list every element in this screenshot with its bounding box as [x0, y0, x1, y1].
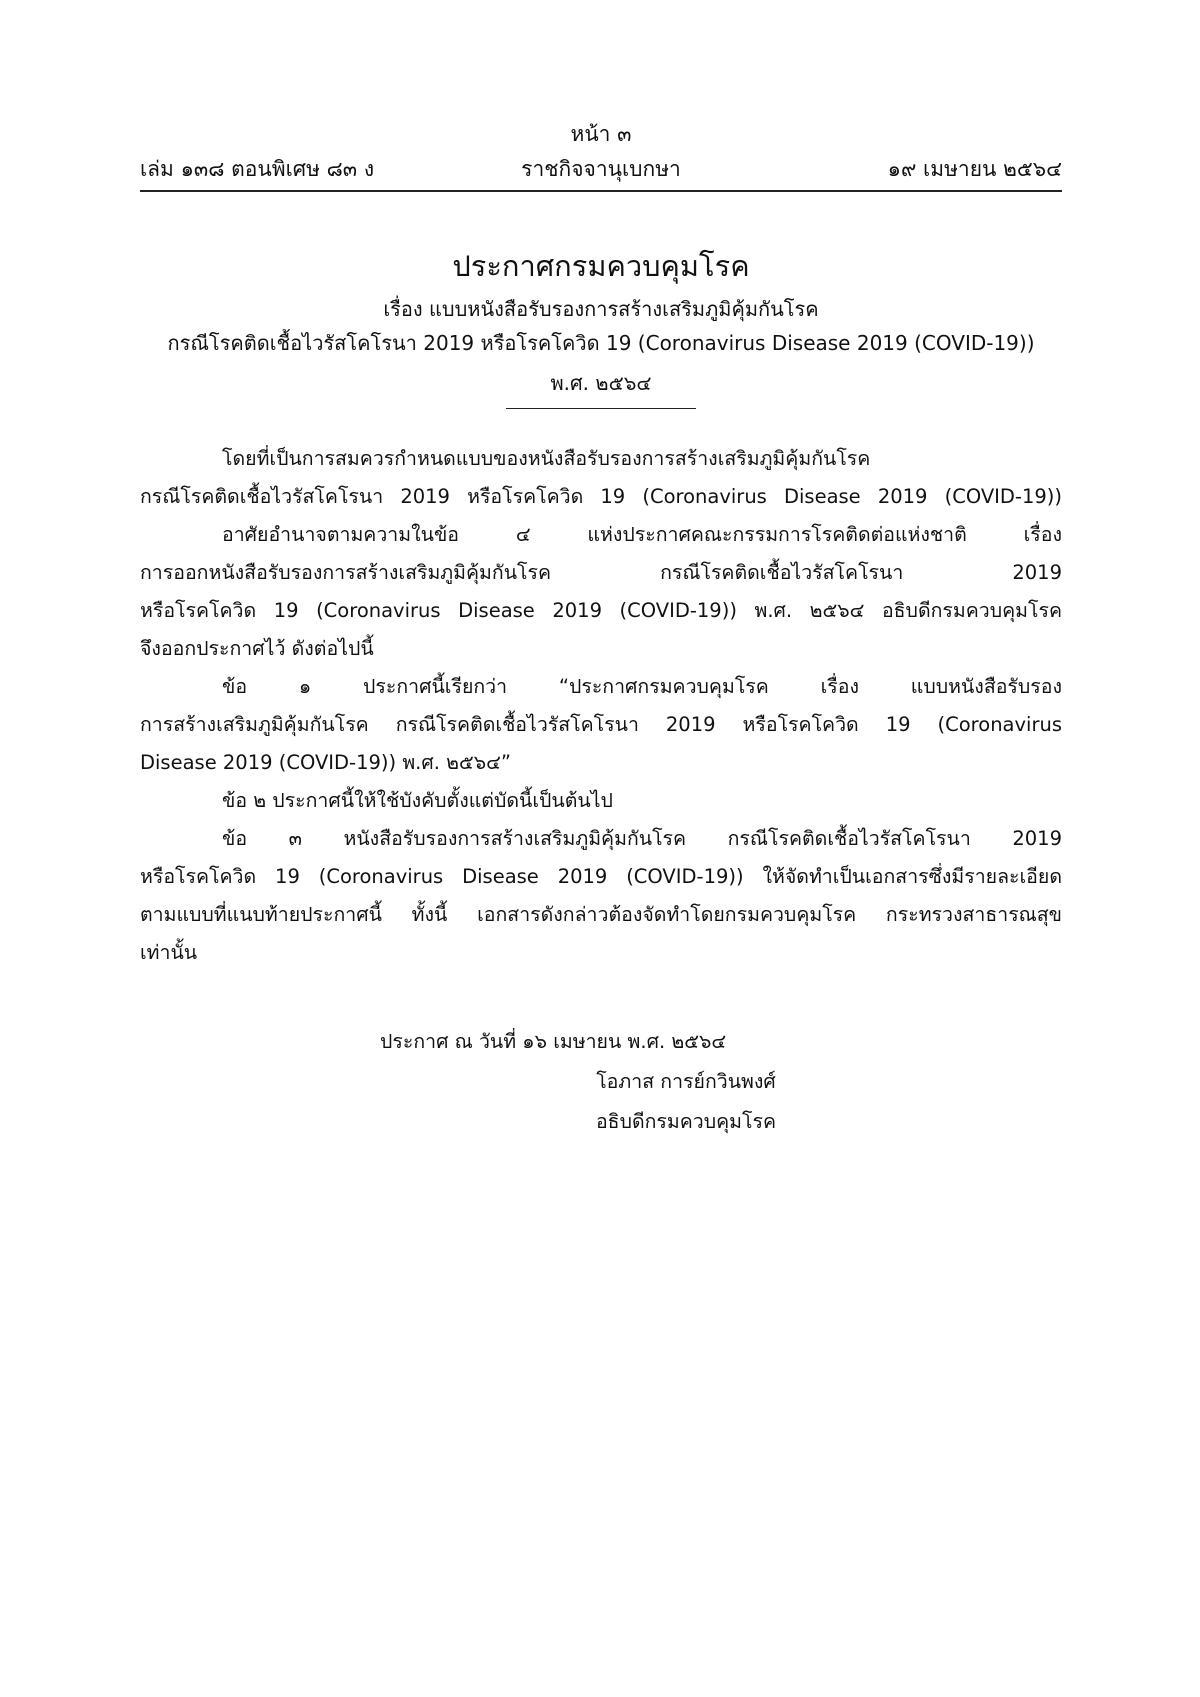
announcement-date: ประกาศ ณ วันที่ ๑๖ เมษายน พ.ศ. ๒๕๖๔ — [380, 1030, 727, 1053]
announcement-year: พ.ศ. ๒๕๖๔ — [550, 371, 652, 395]
paragraph-line: ข้อ ๓ หนังสือรับรองการสร้างเสริมภูมิคุ้มกันโรค กรณีโรคติดเชื้อไวรัสโคโรนา 2019 — [222, 827, 1062, 850]
gazette-name: ราชกิจจานุเบกษา — [521, 157, 681, 181]
announcement-body — [140, 440, 1062, 972]
paragraph-line: หรือโรคโควิด 19 (Coronavirus Disease 2019 (COVID-19)) ให้จัดทำเป็นเอกสารซึ่งมีรายละเอียด — [140, 865, 1062, 888]
gazette-header — [140, 120, 1062, 192]
paragraph-line: หรือโรคโควิด 19 (Coronavirus Disease 2019 (COVID-19)) พ.ศ. ๒๕๖๔ อธิบดีกรมควบคุมโรค — [140, 599, 1062, 622]
publication-date: ๑๙ เมษายน ๒๕๖๔ — [887, 157, 1062, 181]
volume-info: เล่ม ๑๓๘ ตอนพิเศษ ๘๓ ง — [140, 157, 375, 181]
announcement-subject-line2: กรณีโรคติดเชื้อไวรัสโคโรนา 2019 หรือโรคโควิด 19 (Coronavirus Disease 2019 (COVID-19)) — [167, 331, 1035, 355]
paragraph-line: ตามแบบที่แนบท้ายประกาศนี้ ทั้งนี้ เอกสารดังกล่าวต้องจัดทำโดยกรมควบคุมโรค กระทรวงสาธารณสุข — [140, 903, 1062, 926]
paragraph-line: อาศัยอำนาจตามความในข้อ ๔ แห่งประกาศคณะกรรมการโรคติดต่อแห่งชาติ เรื่อง — [222, 523, 1062, 546]
paragraph-line: การออกหนังสือรับรองการสร้างเสริมภูมิคุ้มกันโรค กรณีโรคติดเชื้อไวรัสโคโรนา 2019 — [140, 561, 1062, 584]
paragraph-line: ข้อ ๑ ประกาศนี้เรียกว่า “ประกาศกรมควบคุมโรค เรื่อง แบบหนังสือรับรอง — [222, 675, 1062, 698]
paragraph-line: เท่านั้น — [140, 941, 198, 964]
paragraph-authority — [140, 516, 1062, 668]
header-row — [140, 152, 1062, 186]
header-divider — [140, 190, 1062, 192]
paragraph-line: จึงออกประกาศไว้ ดังต่อไปนี้ — [140, 637, 374, 660]
announcement-subject: เรื่อง แบบหนังสือรับรองการสร้างเสริมภูมิคุ้มกันโรค — [383, 297, 819, 321]
announcement-title: ประกาศกรมควบคุมโรค — [452, 249, 750, 283]
paragraph-clause-1 — [140, 668, 1062, 782]
paragraph-line: กรณีโรคติดเชื้อไวรัสโคโรนา 2019 หรือโรคโควิด 19 (Coronavirus Disease 2019 (COVID-19)) — [140, 485, 1062, 508]
paragraph-line: การสร้างเสริมภูมิคุ้มกันโรค กรณีโรคติดเชื้อไวรัสโคโรนา 2019 หรือโรคโควิด 19 (Coronavirus — [140, 713, 1062, 736]
paragraph-clause-3 — [140, 820, 1062, 972]
signature-block — [140, 1022, 1062, 1142]
page-number: หน้า ๓ — [570, 122, 632, 146]
paragraph-line: Disease 2019 (COVID-19)) พ.ศ. ๒๕๖๔” — [140, 751, 511, 774]
paragraph-clause-2 — [140, 782, 1062, 820]
paragraph-preamble — [140, 440, 1062, 516]
title-divider — [506, 408, 696, 409]
title-block — [140, 246, 1062, 409]
paragraph-line: ข้อ ๒ ประกาศนี้ให้ใช้บังคับตั้งแต่บัดนี้เป็นต้นไป — [222, 789, 613, 812]
paragraph-line: โดยที่เป็นการสมควรกำหนดแบบของหนังสือรับรองการสร้างเสริมภูมิคุ้มกันโรค — [222, 447, 871, 470]
signatory-name: โอภาส การย์กวินพงศ์ — [596, 1070, 776, 1093]
signatory-position: อธิบดีกรมควบคุมโรค — [595, 1110, 777, 1133]
